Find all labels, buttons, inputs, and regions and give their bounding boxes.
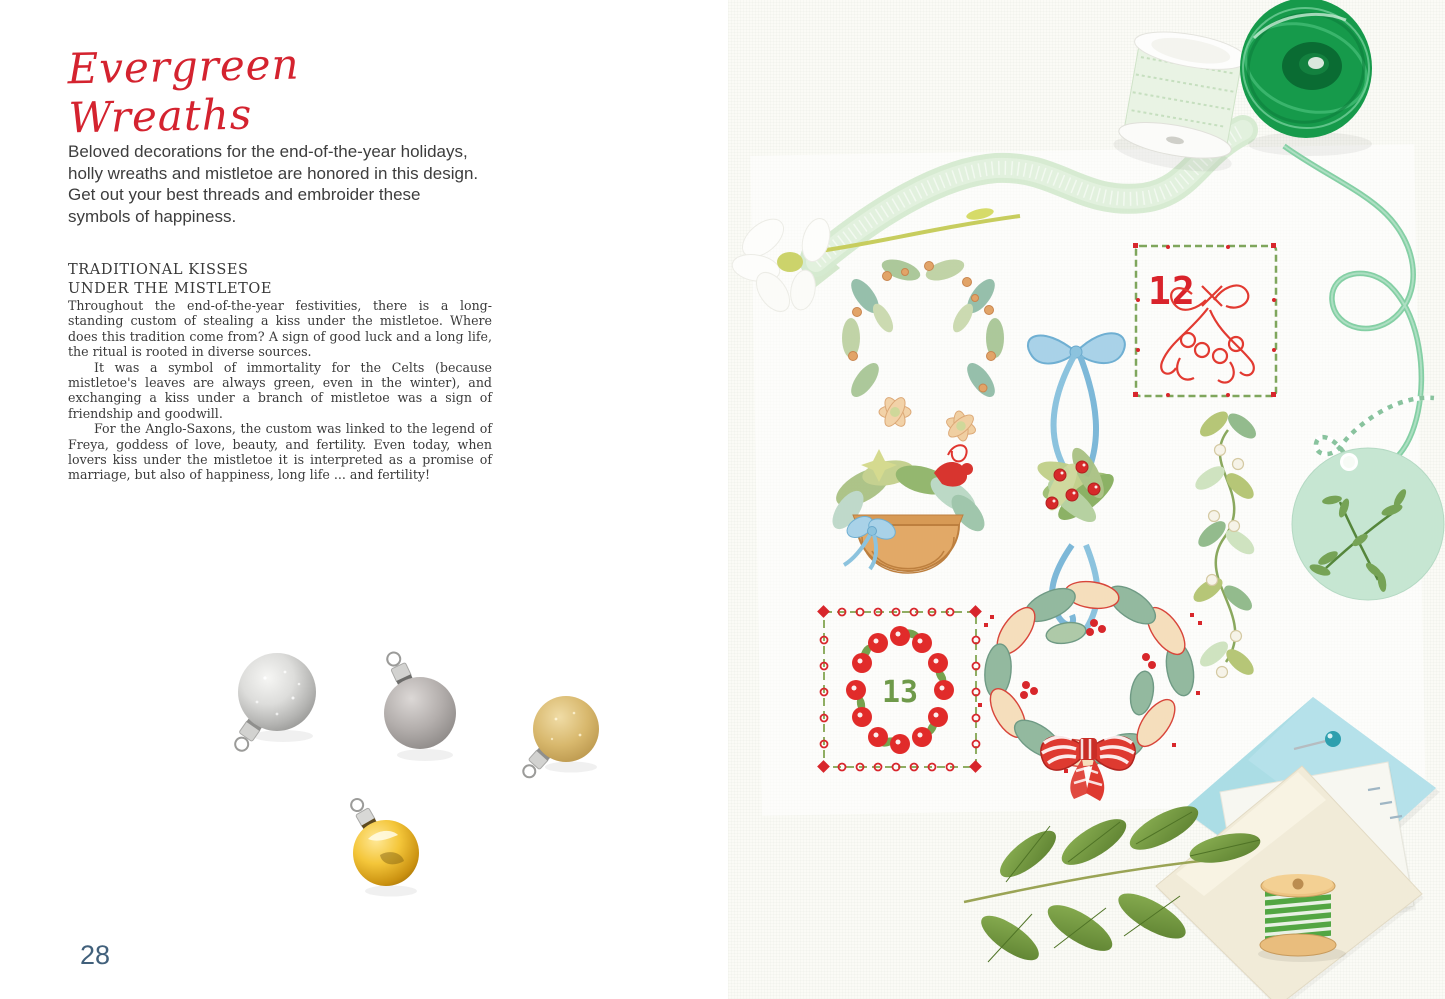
intro-line: holly wreaths and mistletoe are honored in this design.: [68, 163, 479, 183]
body-paragraph: For the Anglo-Saxons, the custom was linked to the legend of Freya, goddess of love, beauty, and fertility. Even today, when lovers kiss under the mistletoe it is interpreted as a promise of marriage, but also of happiness, long life ... and fertility!: [68, 421, 492, 483]
page-number: 28: [80, 940, 111, 970]
intro-line: symbols of happiness.: [68, 206, 237, 226]
matte-silver-bauble: [384, 649, 456, 761]
section-heading-line1: TRADITIONAL KISSES: [68, 262, 249, 278]
intro-line: Beloved decorations for the end-of-the-year holidays,: [68, 142, 468, 161]
page-title: Evergreen Wreaths: [67, 39, 301, 143]
gold-glitter-bauble: [519, 696, 599, 780]
silver-glitter-bauble: [231, 653, 316, 754]
shiny-gold-bauble: [349, 796, 419, 897]
photo-illustration: [728, 0, 1445, 999]
body-paragraph: It was a symbol of immortality for the Celts (because mistletoe's leaves are always green, even in the winter), and exchanging a kiss under a branch of mistletoe was a sign of friendship and goodwill.: [68, 359, 492, 421]
stamp-12-number: 12: [1148, 269, 1196, 313]
intro-line: Get out your best threads and embroider these: [68, 185, 421, 204]
body-paragraph: Throughout the end-of-the-year festivities, there is a long-standing custom of stealing a kiss under the mistletoe. Where does this tradition come from? A sign of good luck and a long life, the ritual is rooted in diverse sources.: [68, 298, 492, 360]
section-heading-line2: UNDER THE MISTLETOE: [68, 281, 273, 297]
stamp-13-number: 13: [881, 675, 919, 710]
right-page-photo: [728, 0, 1445, 999]
